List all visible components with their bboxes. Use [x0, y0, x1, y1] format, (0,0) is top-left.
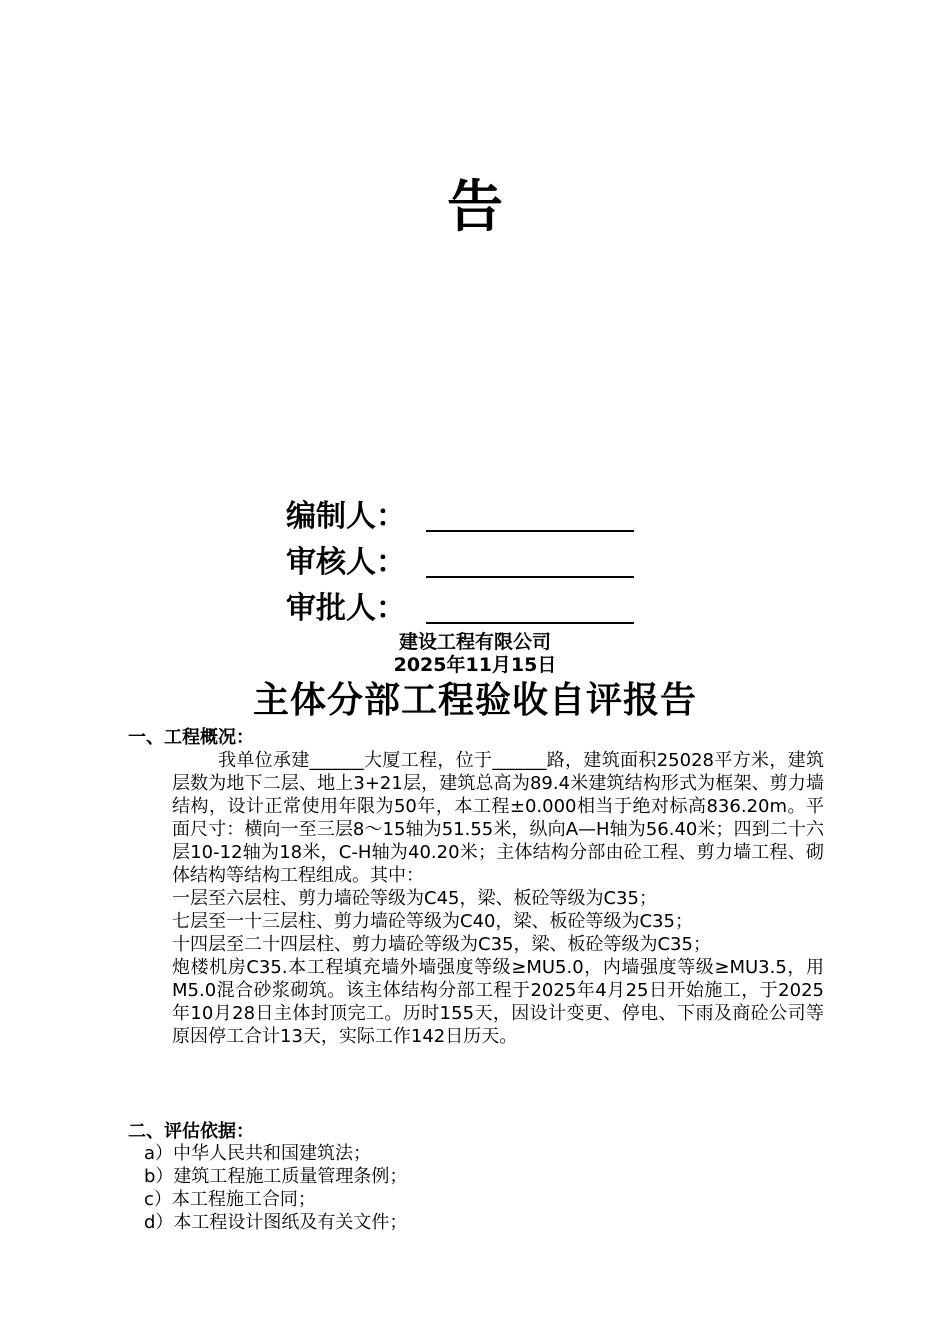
- signature-row-approver: [286, 586, 406, 632]
- section-heading-basis: 二、评估依据：: [128, 1121, 254, 1142]
- list-item: c）本工程施工合同；: [144, 1189, 316, 1210]
- signature-blank-line: [426, 530, 634, 532]
- company-name: 建设工程有限公司: [398, 631, 551, 653]
- document-title: 主体分部工程验收自评报告: [252, 680, 697, 721]
- signature-blank-line: [426, 622, 634, 624]
- section-heading-overview: 一、工程概况：: [128, 727, 254, 748]
- overview-paragraph: 我单位承建______大厦工程，位于______路，建筑面积25028平方米，建筑层数为地下二层、地上3+21层，建筑总高为89.4米建筑结构形式为框架、剪力墙结构，设计正常使用年限为50年，本工程±0.000相当于绝对标高836.20m。平面尺寸：横向一至三层8～15轴为51.55米，纵向A—H轴为56.40米；四到二十六层10-12轴为18米，C-H轴为40.20米；主体结构分部由砼工程、剪力墙工程、砌体结构等结构工程组成。其中：: [172, 750, 824, 886]
- signature-label: 编制人：: [286, 499, 406, 534]
- overview-body: [172, 749, 824, 1048]
- signature-label: 审批人：: [286, 591, 406, 626]
- cover-big-character: 告: [447, 175, 503, 240]
- signature-label: 审核人：: [286, 545, 406, 580]
- basis-list: [144, 1142, 824, 1234]
- report-date: 2025年11月15日: [393, 654, 557, 676]
- signature-blank-line: [426, 576, 634, 578]
- signature-row-compiler: [286, 494, 406, 540]
- list-item: b）建筑工程施工质量管理条例；: [144, 1166, 408, 1187]
- overview-line: 一层至六层柱、剪力墙砼等级为C45，梁、板砼等级为C35；: [172, 888, 657, 909]
- overview-line: 七层至一十三层柱、剪力墙砼等级为C40，梁、板砼等级为C35；: [172, 911, 693, 932]
- overview-line: 十四层至二十四层柱、剪力墙砼等级为C35，梁、板砼等级为C35；: [172, 934, 711, 955]
- list-item: d）本工程设计图纸及有关文件；: [144, 1212, 408, 1233]
- overview-paragraph: 炮楼机房C35.本工程填充墙外墙强度等级≥MU5.0，内墙强度等级≥MU3.5，用M5.0混合砂浆砌筑。该主体结构分部工程于2025年4月25日开始施工，于2025年10月28日主体封顶完工。历时155天，因设计变更、停电、下雨及商砼公司等原因停工合计13天，实际工作142日历天。: [172, 957, 824, 1047]
- list-item: a）中华人民共和国建筑法；: [144, 1143, 372, 1164]
- signature-row-reviewer: [286, 540, 406, 586]
